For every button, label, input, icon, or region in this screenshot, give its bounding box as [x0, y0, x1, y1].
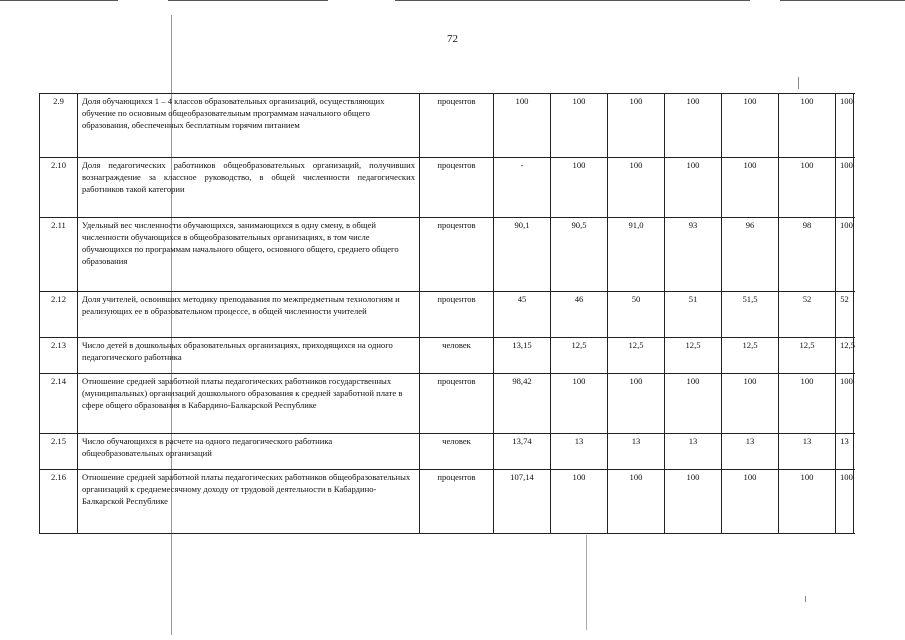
- table-row: [40, 158, 854, 218]
- value-cell: 13,15: [494, 338, 551, 374]
- value-cell: 100: [779, 470, 836, 534]
- value-cell: 12,5: [836, 338, 854, 374]
- page-number: 72: [447, 33, 458, 45]
- indicator-name: Доля учителей, освоивших методику преподавания по межпредметным технологиям и реализующих ее в образовательном процессе, в общей численности учителей: [78, 292, 420, 338]
- value-cell: 100: [494, 94, 551, 158]
- value-cell: 96: [722, 218, 779, 292]
- value-cell: 93: [665, 218, 722, 292]
- value-cell: 90,5: [551, 218, 608, 292]
- value-cell: 51,5: [722, 292, 779, 338]
- value-cell: 45: [494, 292, 551, 338]
- value-cell: 100: [608, 470, 665, 534]
- value-cell: 100: [551, 94, 608, 158]
- indicator-name: Доля педагогических работников общеобразовательных организаций, получивших вознаграждение за классное руководство, в общей численности педагогических работников такой категории: [78, 158, 420, 218]
- indicator-name: Число детей в дошкольных образовательных организациях, приходящихся на одного педагогического работника: [78, 338, 420, 374]
- indicator-name: Доля обучающихся 1 – 4 классов образовательных организаций, осуществляющих обучение по основным общеобразовательным программам начального общего образования, обеспеченных бесплатным горячим питанием: [78, 94, 420, 158]
- row-number: 2.13: [40, 338, 78, 374]
- value-cell: 13: [722, 434, 779, 470]
- value-cell: 12,5: [722, 338, 779, 374]
- unit-cell: процентов: [420, 470, 494, 534]
- top-border-line: [780, 0, 905, 1]
- value-cell: 100: [665, 94, 722, 158]
- value-cell: 100: [608, 374, 665, 434]
- row-number: 2.15: [40, 434, 78, 470]
- value-cell: 98: [779, 218, 836, 292]
- row-number: 2.16: [40, 470, 78, 534]
- value-cell: 13: [551, 434, 608, 470]
- indicator-name: Удельный вес численности обучающихся, занимающихся в одну смену, в общей численности обучающихся в общеобразовательных организациях, в том числе обучающихся по программам начального общего, основного общего, среднего общего образования: [78, 218, 420, 292]
- value-cell: 100: [779, 94, 836, 158]
- value-cell: 100: [836, 470, 854, 534]
- value-cell: 100: [722, 470, 779, 534]
- value-cell: 100: [551, 470, 608, 534]
- table-row: [40, 292, 854, 338]
- indicator-name: Отношение средней заработной платы педагогических работников общеобразовательных организаций к среднемесячному доходу от трудовой деятельности в Кабардино-Балкарской Республике: [78, 470, 420, 534]
- row-number: 2.12: [40, 292, 78, 338]
- value-cell: 100: [665, 158, 722, 218]
- row-number: 2.11: [40, 218, 78, 292]
- value-cell: 100: [836, 158, 854, 218]
- value-cell: 100: [779, 374, 836, 434]
- value-cell: 52: [836, 292, 854, 338]
- unit-cell: человек: [420, 434, 494, 470]
- top-border-line: [395, 0, 750, 1]
- unit-cell: процентов: [420, 94, 494, 158]
- scan-tick-mark: [798, 77, 799, 89]
- value-cell: 98,42: [494, 374, 551, 434]
- value-cell: 100: [836, 374, 854, 434]
- value-cell: 12,5: [779, 338, 836, 374]
- table-row: [40, 218, 854, 292]
- value-cell: 90,1: [494, 218, 551, 292]
- top-border-line: [168, 0, 328, 1]
- value-cell: 100: [836, 218, 854, 292]
- value-cell: 107,14: [494, 470, 551, 534]
- table-row: [40, 434, 854, 470]
- top-border-line: [0, 0, 118, 1]
- indicator-name: Число обучающихся в расчете на одного педагогического работника общеобразовательных организаций: [78, 434, 420, 470]
- indicators-table: [39, 93, 854, 534]
- table-row: [40, 94, 854, 158]
- value-cell: 50: [608, 292, 665, 338]
- unit-cell: процентов: [420, 292, 494, 338]
- unit-cell: процентов: [420, 158, 494, 218]
- value-cell: 100: [722, 374, 779, 434]
- value-cell: 100: [551, 158, 608, 218]
- value-cell: 12,5: [665, 338, 722, 374]
- value-cell: 100: [608, 158, 665, 218]
- indicator-name: Отношение средней заработной платы педагогических работников государственных (муниципальных) организаций дошкольного образования к средней заработной плате в сфере общего образования в Кабардино-Балкарской Республике: [78, 374, 420, 434]
- value-cell: 13: [665, 434, 722, 470]
- value-cell: 13: [836, 434, 854, 470]
- value-cell: 13,74: [494, 434, 551, 470]
- value-cell: 91,0: [608, 218, 665, 292]
- value-cell: 52: [779, 292, 836, 338]
- table-row: [40, 470, 854, 534]
- table-row: [40, 338, 854, 374]
- value-cell: 100: [779, 158, 836, 218]
- value-cell: 100: [722, 158, 779, 218]
- row-number: 2.10: [40, 158, 78, 218]
- row-number: 2.14: [40, 374, 78, 434]
- value-cell: 12,5: [608, 338, 665, 374]
- value-cell: 13: [779, 434, 836, 470]
- value-cell: 12,5: [551, 338, 608, 374]
- table-row: [40, 374, 854, 434]
- scan-tick-mark: [805, 596, 806, 602]
- value-cell: 100: [665, 470, 722, 534]
- scan-fold-line: [586, 535, 587, 630]
- value-cell: 51: [665, 292, 722, 338]
- value-cell: 46: [551, 292, 608, 338]
- unit-cell: человек: [420, 338, 494, 374]
- unit-cell: процентов: [420, 218, 494, 292]
- value-cell: 13: [608, 434, 665, 470]
- value-cell: 100: [608, 94, 665, 158]
- value-cell: 100: [722, 94, 779, 158]
- table-body: [40, 94, 854, 534]
- value-cell: 100: [551, 374, 608, 434]
- unit-cell: процентов: [420, 374, 494, 434]
- row-number: 2.9: [40, 94, 78, 158]
- value-cell: 100: [665, 374, 722, 434]
- value-cell: -: [494, 158, 551, 218]
- value-cell: 100: [836, 94, 854, 158]
